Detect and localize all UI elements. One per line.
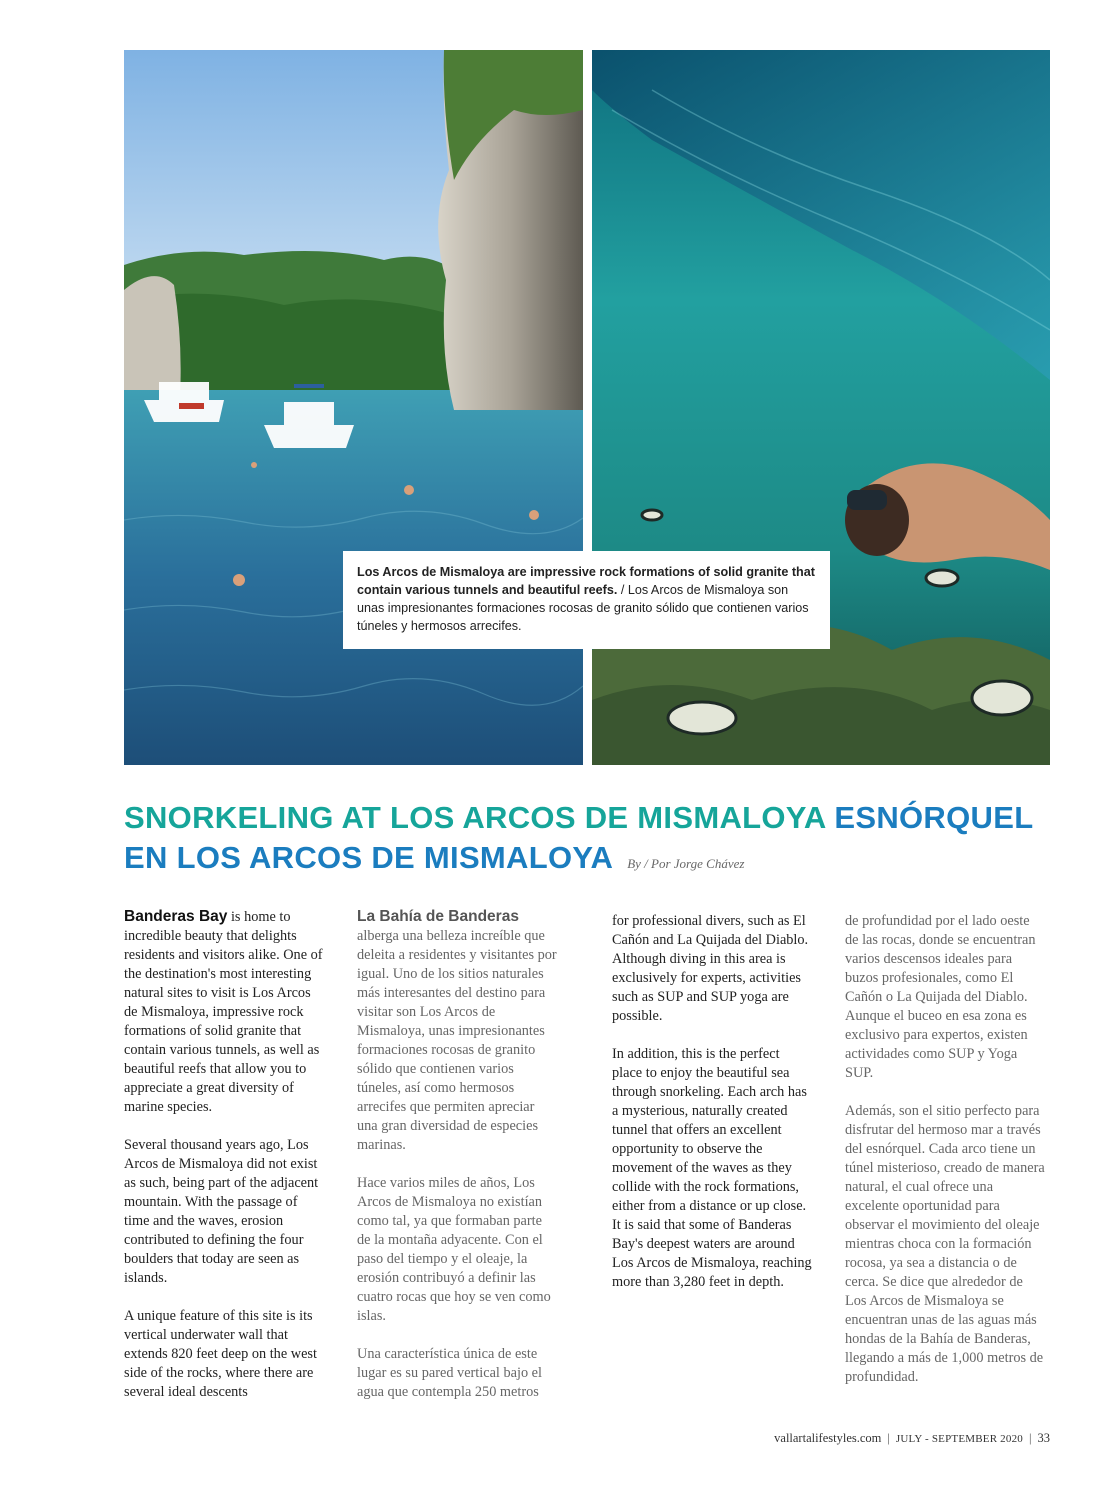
photo-snorkeler-illustration: [592, 50, 1050, 765]
headline-spanish: ESNÓRQUEL EN LOS ARCOS DE MISMALOYA: [124, 800, 1033, 875]
photo-caption: [343, 551, 830, 649]
caption-spanish: Los Arcos de Mismaloya son unas impresionantes formaciones rocosas de granito sólido que contienen varios túneles y hermosos arrecifes.: [357, 583, 809, 633]
paragraph: for professional divers, such as El Cañón and La Quijada del Diablo. Although diving in this area is exclusively for experts, activities such as SUP and SUP yoga are possible.: [612, 913, 809, 1024]
caption-english: Los Arcos de Mismaloya are impressive rock formations of solid granite that contain various tunnels and beautiful reefs.: [357, 565, 815, 597]
footer-separator: |: [887, 1431, 890, 1445]
paragraph-text: alberga una belleza increíble que deleita a residentes y visitantes por igual. Uno de los sitios naturales más interesantes del destino para visitar son Los Arcos de Mismaloya, unas impresionantes formaciones rocosas de granito sólido que contienen varios túneles, así como hermosos arrecifes que permiten apreciar una gran diversidad de especies marinas.: [357, 928, 557, 1153]
footer-separator: |: [1028, 1431, 1032, 1445]
paragraph: Several thousand years ago, Los Arcos de Mismaloya did not exist as such, being part of the adjacent mountain. With the passage of time and the waves, erosion contributed to defining the four boulders that today are seen as islands.: [124, 1137, 319, 1286]
photo-boats-arches: [124, 50, 583, 765]
website-link[interactable]: vallartalifestyles.com: [774, 1431, 882, 1445]
lead-in-english: Banderas Bay: [124, 908, 228, 925]
paragraph-text: is home to incredible beauty that delights residents and visitors alike. One of the destination's most interesting natural sites to visit is Los Arcos de Mismaloya, impressive rock formations of solid granite that contain various tunnels, as well as beautiful reefs that allow you to appreciate a great diversity of marine species.: [124, 909, 323, 1115]
issue-date: JULY - SEPTEMBER 2020: [895, 1433, 1023, 1445]
column-english-2: [612, 912, 812, 1311]
paragraph: A unique feature of this site is its vertical underwater wall that extends 820 feet deep on the west side of the rocks, where there are several ideal descents: [124, 1308, 317, 1400]
paragraph: Además, son el sitio perfecto para disfrutar del hermoso mar a través del esnórquel. Cada arco tiene un túnel misterioso, creado de manera natural, el cual ofrece una excelente oportunidad para observar el movimiento del oleaje mientras choca con la formación rocosa, ya sea a distancia o de cerca. Se dice que alrededor de Los Arcos de Mismaloya se encuentran unas de las aguas más hondas de la Bahía de Banderas, llegando a más de 1,000 metros de profundidad.: [845, 1103, 1045, 1385]
paragraph: de profundidad por el lado oeste de las rocas, donde se encuentran varios descensos ideales para buzos profesionales, como El Cañón o La Quijada del Diablo. Aunque el buceo en esa zona es exclusivo para expertos, existen actividades como SUP y Yoga SUP.: [845, 913, 1036, 1081]
lead-in-spanish: La Bahía de Banderas: [357, 908, 519, 925]
headline-english: SNORKELING AT LOS ARCOS DE MISMALOYA: [124, 800, 826, 835]
photo-boats-illustration: [124, 50, 583, 765]
column-spanish-2: [845, 912, 1045, 1406]
column-spanish-1: [357, 907, 557, 1421]
page-footer: [774, 1431, 1050, 1446]
page-number: 33: [1037, 1431, 1050, 1445]
photo-snorkeler: [592, 50, 1050, 765]
article-headline: [124, 798, 1054, 884]
paragraph: [124, 907, 324, 1117]
paragraph: Una característica única de este lugar es su pared vertical bajo el agua que contempla 250 metros: [357, 1346, 542, 1400]
paragraph: In addition, this is the perfect place to enjoy the beautiful sea through snorkeling. Each arch has a mysterious, naturally created tunnel that offers an excellent opportunity to observe the movement of the waves as they collide with the rock formations, either from a distance or up close. It is said that some of Banderas Bay's deepest waters are around Los Arcos de Mismaloya, reaching more than 3,280 feet in depth.: [612, 1046, 812, 1290]
column-english-1: [124, 907, 324, 1421]
paragraph: Hace varios miles de años, Los Arcos de Mismaloya no existían como tal, ya que formaban parte de la montaña adyacente. Con el paso del tiempo y el oleaje, la erosión contribuyó a definir las cuatro rocas que hoy se ven como islas.: [357, 1175, 551, 1324]
paragraph: [357, 907, 557, 1155]
caption-separator: /: [617, 583, 628, 597]
byline: By / Por Jorge Chávez: [627, 856, 745, 871]
